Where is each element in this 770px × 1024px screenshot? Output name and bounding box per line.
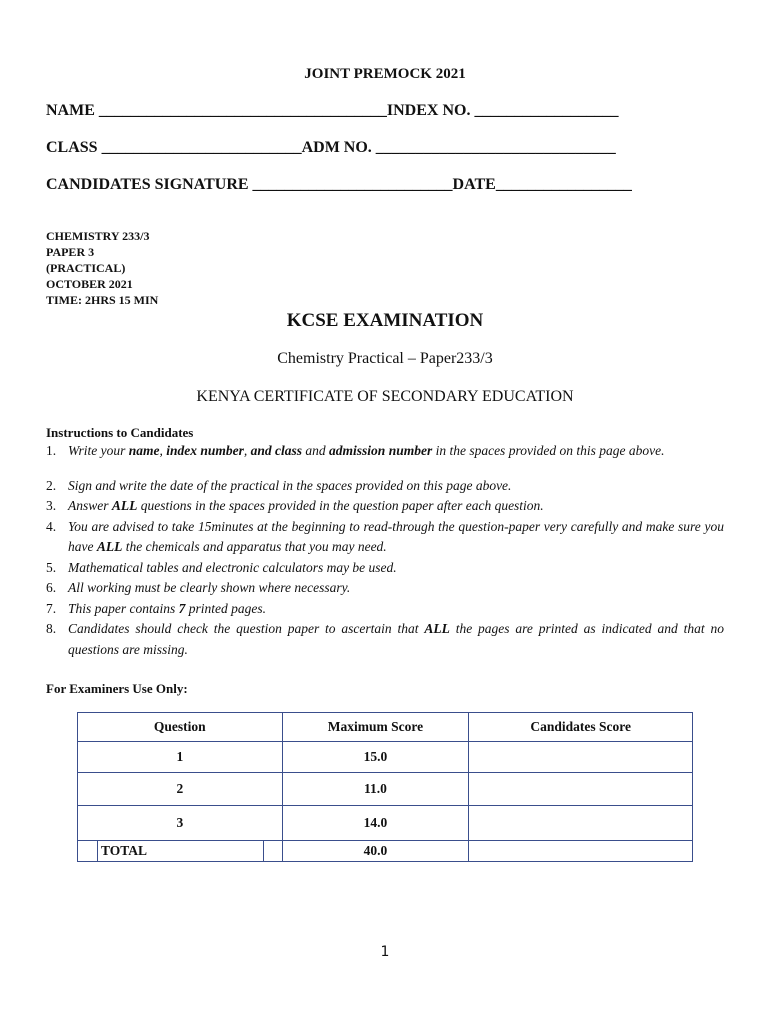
instruction-text: You are advised to take 15minutes at the beginning to read-through the question-paper very carefully and make sure you have [68,518,724,554]
instruction-emphasis: ALL [111,498,138,513]
instructions-title: Instructions to Candidates [46,425,194,440]
instruction-emphasis: name [128,443,160,458]
certificate-title: KENYA CERTIFICATE OF SECONDARY EDUCATION [196,388,574,405]
exam-header-title: JOINT PREMOCK 2021 [304,66,466,82]
instruction-number: 6. [46,580,57,595]
instruction-item [46,441,724,462]
instruction-item [46,496,724,517]
instruction-emphasis: ALL [96,539,123,554]
instruction-text: the pages are printed as indicated and that no questions are missing. [68,621,724,657]
instruction-number: 4. [46,518,57,534]
candidate-score-cell[interactable] [469,742,693,773]
class-adm-line: CLASS _________________________ADM NO. ______________________________ [46,139,616,156]
total-candidate-score-cell[interactable] [469,841,693,862]
instruction-text: Write your [68,443,129,458]
name-index-line: NAME ____________________________________INDEX NO. __________________ [46,102,619,119]
instruction-number: 3. [46,498,57,513]
instruction-text: Mathematical tables and electronic calculators may be used. [68,559,397,575]
table-row [78,742,693,773]
total-spacer-cell [78,841,98,862]
signature-date-line: CANDIDATES SIGNATURE _________________________DATE_________________ [46,176,632,193]
instruction-number: 2. [46,477,57,493]
score-table [77,712,693,862]
table-header-row [78,713,693,742]
instruction-number: 8. [46,621,57,636]
total-label: TOTAL [97,841,263,862]
question-number: 2 [78,773,283,806]
examiners-title: For Examiners Use Only: [46,681,188,696]
instruction-emphasis: ALL [424,621,450,636]
total-max-score: 40.0 [282,841,469,862]
instruction-item [46,558,724,579]
paper-subtitle: Chemistry Practical – Paper233/3 [277,350,493,367]
max-score: 14.0 [282,806,469,841]
instruction-text: the chemicals and apparatus that you may need. [122,539,387,554]
instruction-number: 1. [46,443,57,458]
candidate-score-cell[interactable] [469,806,693,841]
instruction-item [46,619,724,660]
instruction-item [46,517,724,558]
instruction-number: 7. [46,600,57,616]
exam-time: TIME: 2HRS 15 MIN [46,293,159,307]
kcse-title: KCSE EXAMINATION [286,310,484,331]
instruction-text: , [159,443,167,458]
total-spacer-cell [263,841,282,862]
instruction-emphasis: admission number [329,443,433,458]
instruction-item [46,476,724,497]
column-question: Question [78,713,283,742]
instruction-text: Sign and write the date of the practical in the spaces provided on this page above. [68,477,512,493]
question-number: 1 [78,742,283,773]
column-candidate-score: Candidates Score [469,713,693,742]
question-number: 3 [78,806,283,841]
instruction-emphasis: and class [250,443,303,458]
instruction-text: printed pages. [185,600,267,616]
instruction-text: This paper contains [68,600,179,616]
instruction-emphasis: index number [166,443,244,458]
instruction-emphasis: 7 [178,600,186,616]
table-row [78,806,693,841]
instruction-item [46,578,724,599]
subject-code: CHEMISTRY 233/3 [46,229,150,243]
instruction-text: All working must be clearly shown where necessary. [68,580,351,595]
exam-date: OCTOBER 2021 [46,277,133,291]
instruction-item [46,599,724,620]
total-row [78,841,693,862]
column-max-score: Maximum Score [282,713,469,742]
paper-type: (PRACTICAL) [46,261,126,275]
max-score: 15.0 [282,742,469,773]
instruction-text: Candidates should check the question paper to ascertain that [68,621,425,636]
instruction-text: Answer [68,498,112,513]
instruction-text: and [302,443,330,458]
instructions-list [46,441,724,660]
page-number: 1 [380,944,390,960]
instruction-text: in the spaces provided on this page above. [432,443,665,458]
max-score: 11.0 [282,773,469,806]
instruction-number: 5. [46,559,57,575]
paper-meta [46,228,158,308]
candidate-score-cell[interactable] [469,773,693,806]
table-row [78,773,693,806]
paper-number: PAPER 3 [46,245,95,259]
instruction-text: questions in the spaces provided in the question paper after each question. [137,498,544,513]
instruction-text: , [243,443,251,458]
